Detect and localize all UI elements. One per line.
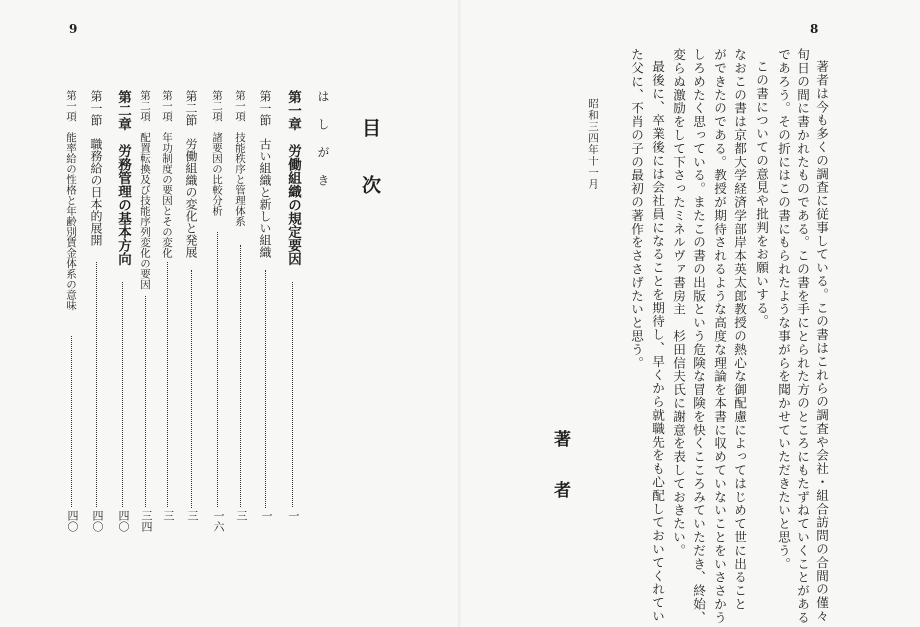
toc-page-number: 三四 [140, 510, 153, 532]
toc-page-number: 四〇 [91, 510, 104, 532]
left-page-number: 9 [69, 22, 78, 36]
toc-leader [96, 262, 97, 507]
toc-item: 第二項 諸要因の比較分析 [211, 90, 223, 216]
toc-item: 第一項 技能秩序と管理体系 [234, 90, 246, 227]
preface-line: 最後に、卒業後には会社員になることを期待し、早くから就職先をも心配しておいてくれてい [650, 60, 665, 623]
toc-leader [292, 282, 293, 507]
toc-leader [191, 270, 192, 508]
toc-leader [217, 232, 218, 507]
toc-page-number: 一 [287, 510, 300, 521]
preface-line: 著者は今も多くの調査に従事している。この書はこれらの調査や会社・組合訪問の合間の僅々 [814, 60, 829, 623]
toc-title: 目 次 [359, 118, 381, 194]
preface-line: であろう。その折にはこの書にもられたような事がらを聞かせていただきたいと思う。 [776, 48, 791, 571]
preface-line: しろめたく思っている。またこの書の出版という危険な冒険を快くこころみていただき、終始、 [691, 48, 706, 625]
toc-leader [122, 282, 123, 507]
toc-item: 第一項 能率給の性格と年齢別賃金体系の意味 [65, 90, 77, 311]
toc-page-number: 三 [235, 510, 248, 521]
toc-page-number: 四〇 [66, 510, 79, 532]
toc-section: 第二節 労働組織の変化と発展 [184, 90, 198, 258]
toc-page-number: 一六 [212, 510, 225, 532]
preface-line: 旬日の間に書かれたものである。この書を手にとられた方のところにもたずねていくことがある [795, 48, 810, 625]
toc-page-number: 三 [162, 510, 175, 521]
toc-leader [240, 245, 241, 507]
toc-leader [167, 262, 168, 507]
toc-section: 第一節 古い組織と新しい組織 [258, 90, 272, 258]
toc-chapter: 第二章 労務管理の基本方向 [115, 90, 131, 266]
preface-line: この書についての意見や批判をお願いする。 [754, 60, 769, 328]
toc-leader [265, 270, 266, 508]
preface-line: ができたのである。教授が期待されるような高度な理論を本書に収めていないことをいささかう [712, 48, 727, 625]
preface-date: 昭和三四年十一月 [587, 98, 599, 190]
toc-leader [71, 336, 72, 507]
toc-section: 第一節 職務給の日本的展開 [89, 90, 103, 246]
right-page-number: 8 [810, 22, 819, 36]
preface-line: なおこの書は京都大学経済学部岸本英太郎教授の熱心な御配慮によってはじめて世に出ること [732, 48, 747, 611]
toc-chapter: 第一章 労働組織の規定要因 [285, 90, 301, 266]
preface-author: 著 者 [550, 430, 570, 498]
preface-line: 変らぬ激励をして下さったミネルヴァ書房主 杉田信夫氏に謝意を表しておきたい。 [671, 48, 686, 558]
toc-item: 第二項 配置転換及び技能序列変化の要因 [139, 90, 151, 290]
toc-page-number: 四〇 [117, 510, 130, 532]
preface-line: た父に、不肖の子の最初の著作をささげたいと思う。 [629, 48, 644, 370]
toc-leader [145, 296, 146, 507]
toc-entry-preface: は し が き [316, 90, 330, 188]
toc-page-number: 一 [260, 510, 273, 521]
toc-item: 第一項 年功制度の要因とその変化 [161, 90, 173, 258]
page-gutter [458, 0, 462, 627]
toc-page-number: 三 [186, 510, 199, 521]
